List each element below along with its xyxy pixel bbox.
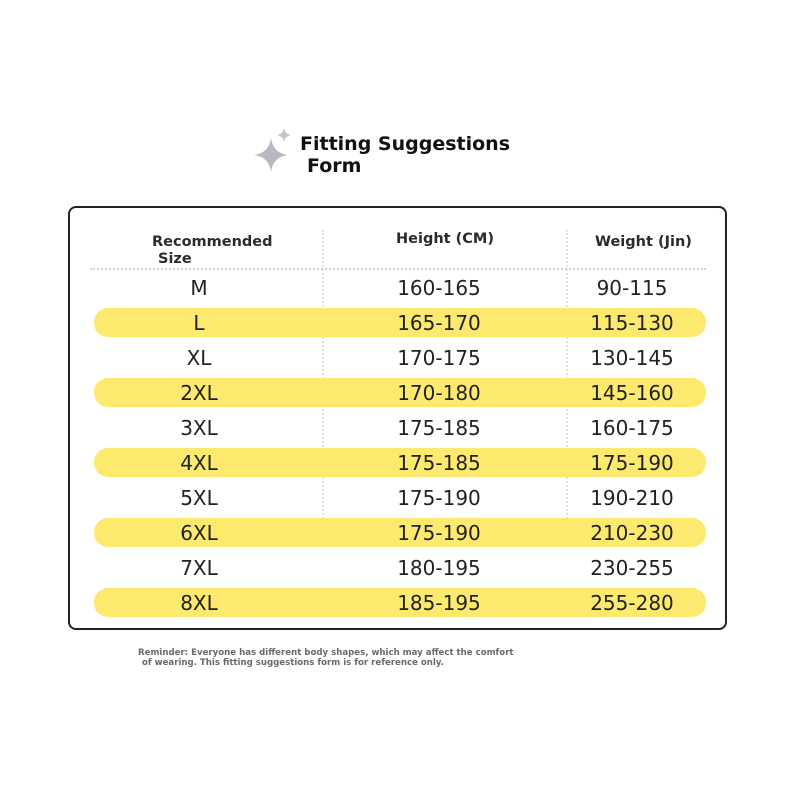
height-cell: 175-190 — [397, 520, 481, 545]
table-row — [94, 410, 706, 445]
header-recommended-size: Recommended Size — [152, 234, 273, 267]
height-cell: 175-190 — [397, 485, 481, 510]
weight-cell: 210-230 — [590, 520, 674, 545]
size-cell: 2XL — [180, 380, 218, 405]
size-cell: 8XL — [180, 590, 218, 615]
weight-cell: 175-190 — [590, 450, 674, 475]
size-cell: 4XL — [180, 450, 218, 475]
table-row — [94, 518, 706, 547]
height-cell: 170-175 — [397, 345, 481, 370]
weight-cell: 190-210 — [590, 485, 674, 510]
table-row — [94, 588, 706, 617]
size-cell: XL — [186, 345, 212, 370]
size-cell: L — [193, 310, 205, 335]
size-cell: 5XL — [180, 485, 218, 510]
table-row — [94, 340, 706, 375]
header-height: Height (CM) — [396, 231, 494, 247]
table-row — [94, 270, 706, 305]
header-weight: Weight (Jin) — [595, 234, 692, 250]
size-table-card — [68, 206, 727, 630]
height-cell: 185-195 — [397, 590, 481, 615]
weight-cell: 115-130 — [590, 310, 674, 335]
table-row — [94, 448, 706, 477]
height-cell: 175-185 — [397, 450, 481, 475]
table-row — [94, 378, 706, 407]
weight-cell: 145-160 — [590, 380, 674, 405]
weight-cell: 230-255 — [590, 555, 674, 580]
reminder-note: Reminder: Everyone has different body shapes, which may affect the comfort of wearing. This fitting suggestions form is for reference only. — [138, 648, 514, 668]
table-row — [94, 480, 706, 515]
size-cell: M — [190, 275, 208, 300]
weight-cell: 160-175 — [590, 415, 674, 440]
size-cell: 7XL — [180, 555, 218, 580]
height-cell: 165-170 — [397, 310, 481, 335]
height-cell: 170-180 — [397, 380, 481, 405]
page-title — [250, 126, 550, 186]
weight-cell: 90-115 — [596, 275, 668, 300]
height-cell: 160-165 — [397, 275, 481, 300]
sparkle-icon — [254, 138, 288, 172]
height-cell: 180-195 — [397, 555, 481, 580]
table-row — [94, 550, 706, 585]
height-cell: 175-185 — [397, 415, 481, 440]
table-body — [94, 270, 706, 620]
size-cell: 3XL — [180, 415, 218, 440]
size-cell: 6XL — [180, 520, 218, 545]
table-row — [94, 308, 706, 337]
sparkle-small-icon — [277, 128, 291, 142]
title-line-1: Fitting Suggestions — [300, 133, 511, 155]
title-line-2: Form — [307, 155, 362, 177]
weight-cell: 130-145 — [590, 345, 674, 370]
weight-cell: 255-280 — [590, 590, 674, 615]
